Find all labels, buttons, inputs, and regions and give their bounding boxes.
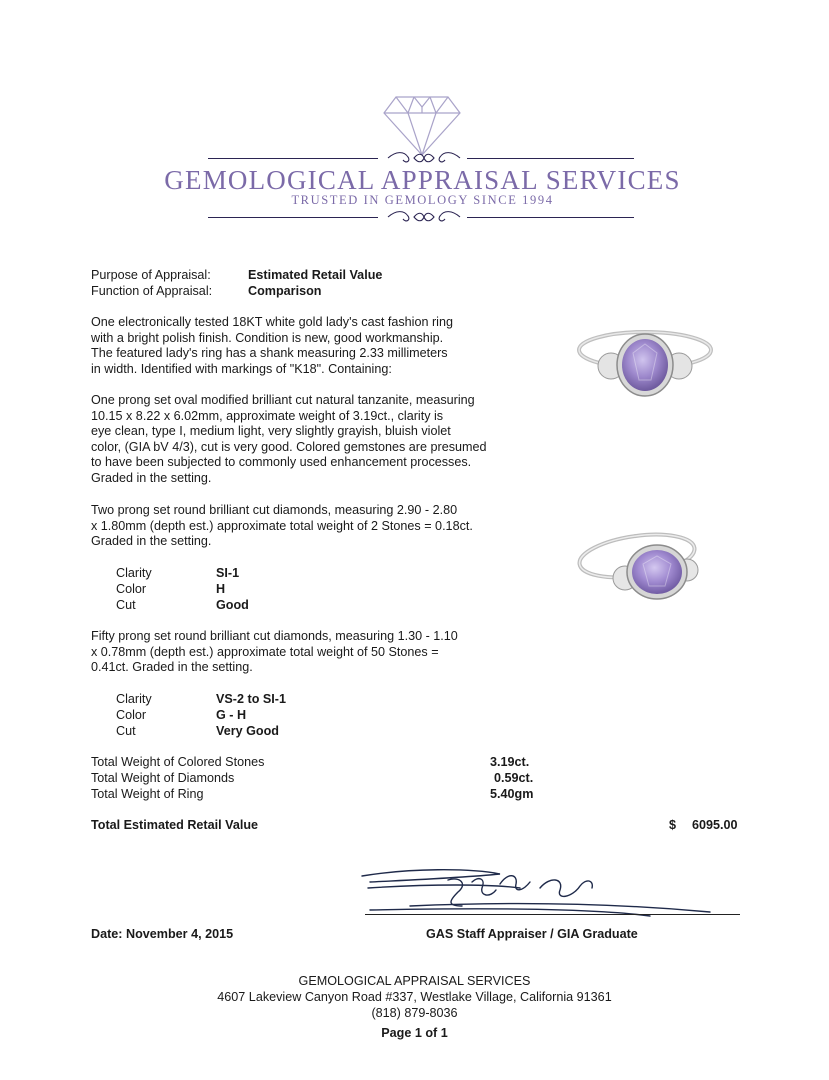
side-diamonds-description xyxy=(91,503,473,550)
total-ring-label: Total Weight of Ring xyxy=(91,787,204,801)
center-stone-line: eye clean, type I, medium light, very slightly grayish, bluish violet xyxy=(91,424,451,439)
ring-photo-angled-view xyxy=(575,530,715,625)
ring-description xyxy=(91,315,453,377)
accent-clarity-label: Clarity xyxy=(116,692,152,706)
footer-company: GEMOLOGICAL APPRAISAL SERVICES xyxy=(298,974,531,988)
side-color-value: H xyxy=(216,582,226,596)
total-diamonds-value: 0.59ct. xyxy=(494,771,534,785)
appraiser-signature xyxy=(350,862,720,927)
ring-photo-top-view xyxy=(575,320,715,415)
header-bottom-rule-left xyxy=(208,217,378,218)
footer-phone: (818) 879-8036 xyxy=(371,1006,458,1020)
accent-color-value: G - H xyxy=(216,708,247,722)
side-clarity-value: SI-1 xyxy=(216,566,240,580)
accent-clarity-value: VS-2 to SI-1 xyxy=(216,692,286,706)
accent-cut-value: Very Good xyxy=(216,724,279,738)
side-cut-value: Good xyxy=(216,598,249,612)
signature-line xyxy=(365,914,740,915)
company-title: GEMOLOGICAL APPRAISAL SERVICES xyxy=(164,165,681,195)
side-diamonds-line: Graded in the setting. xyxy=(91,534,212,549)
appraiser-title: GAS Staff Appraiser / GIA Graduate xyxy=(426,927,638,941)
center-stone-line: 10.15 x 8.22 x 6.02mm, approximate weight of 3.19ct., clarity is xyxy=(91,408,444,423)
function-value: Comparison xyxy=(248,284,322,298)
accent-diamonds-line: x 0.78mm (depth est.) approximate total weight of 50 Stones = xyxy=(91,644,439,659)
accent-color-label: Color xyxy=(116,708,147,722)
side-diamonds-line: x 1.80mm (depth est.) approximate total weight of 2 Stones = 0.18ct. xyxy=(91,518,473,533)
purpose-label: Purpose of Appraisal: xyxy=(91,268,211,282)
header-bottom-ornament xyxy=(386,208,462,230)
footer-address: 4607 Lakeview Canyon Road #337, Westlake Village, California 91361 xyxy=(217,990,612,1004)
header-top-rule-right xyxy=(467,158,634,159)
appraisal-date: Date: November 4, 2015 xyxy=(91,927,234,941)
accent-cut-label: Cut xyxy=(116,724,136,738)
accent-diamonds-description xyxy=(91,629,458,676)
total-ring-value: 5.40gm xyxy=(490,787,534,801)
accent-diamonds-line: Fifty prong set round brilliant cut diamonds, measuring 1.30 - 1.10 xyxy=(91,629,458,643)
total-colored-value: 3.19ct. xyxy=(490,755,530,769)
page-number: Page 1 of 1 xyxy=(381,1026,448,1040)
ring-description-line: The featured lady's ring has a shank measuring 2.33 millimeters xyxy=(91,346,448,361)
header-bottom-rule-right xyxy=(467,217,634,218)
header-top-rule-left xyxy=(208,158,378,159)
retail-value-amount: 6095.00 xyxy=(692,818,738,832)
purpose-value: Estimated Retail Value xyxy=(248,268,383,282)
company-tagline: TRUSTED IN GEMOLOGY SINCE 1994 xyxy=(291,193,554,207)
center-stone-line: to have been subjected to commonly used enhancement processes. xyxy=(91,455,472,470)
side-clarity-label: Clarity xyxy=(116,566,152,580)
accent-diamonds-line: 0.41ct. Graded in the setting. xyxy=(91,660,253,675)
ring-description-line: with a bright polish finish. Condition is new, good workmanship. xyxy=(91,330,444,345)
side-diamonds-line: Two prong set round brilliant cut diamonds, measuring 2.90 - 2.80 xyxy=(91,503,458,517)
ring-description-line: in width. Identified with markings of "K18". Containing: xyxy=(91,361,392,376)
center-stone-line: color, (GIA bV 4/3), cut is very good. Colored gemstones are presumed xyxy=(91,439,487,454)
side-color-label: Color xyxy=(116,582,147,596)
function-label: Function of Appraisal: xyxy=(91,284,213,298)
center-stone-line: One prong set oval modified brilliant cut natural tanzanite, measuring xyxy=(91,393,475,407)
retail-value-label: Total Estimated Retail Value xyxy=(91,818,259,832)
total-diamonds-label: Total Weight of Diamonds xyxy=(91,771,235,785)
side-cut-label: Cut xyxy=(116,598,136,612)
total-colored-label: Total Weight of Colored Stones xyxy=(91,755,265,769)
center-stone-description xyxy=(91,393,487,487)
ring-description-line: One electronically tested 18KT white gold lady's cast fashion ring xyxy=(91,315,453,329)
center-stone-line: Graded in the setting. xyxy=(91,470,212,485)
currency-symbol: $ xyxy=(669,818,677,832)
